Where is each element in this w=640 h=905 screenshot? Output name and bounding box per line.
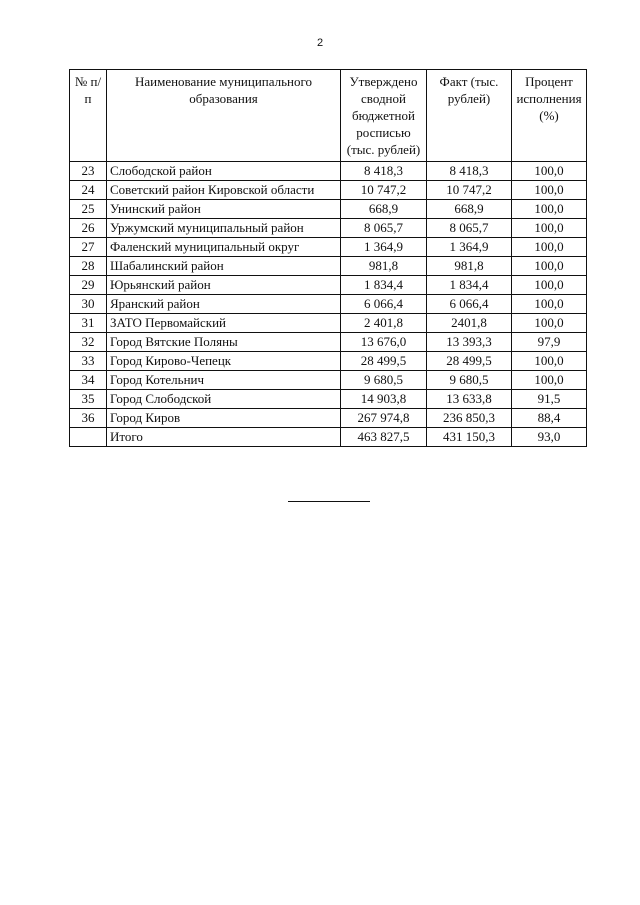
row-fact: 28 499,5	[427, 352, 512, 371]
closing-line	[288, 501, 370, 502]
row-name: Фаленский муниципальный округ	[107, 238, 341, 257]
row-num: 24	[70, 181, 107, 200]
row-name: Юрьянский район	[107, 276, 341, 295]
row-approved: 9 680,5	[341, 371, 427, 390]
row-fact: 9 680,5	[427, 371, 512, 390]
row-name: Шабалинский район	[107, 257, 341, 276]
row-percent: 100,0	[512, 219, 587, 238]
row-num: 27	[70, 238, 107, 257]
total-fact: 431 150,3	[427, 428, 512, 447]
header-name: Наименование муниципального образования	[107, 70, 341, 162]
table-row	[70, 200, 587, 219]
row-num: 32	[70, 333, 107, 352]
table-row	[70, 181, 587, 200]
budget-execution-table	[69, 69, 587, 447]
row-approved: 8 065,7	[341, 219, 427, 238]
table-row	[70, 162, 587, 181]
row-name: Город Вятские Поляны	[107, 333, 341, 352]
row-fact: 8 418,3	[427, 162, 512, 181]
row-num: 25	[70, 200, 107, 219]
total-label: Итого	[107, 428, 341, 447]
total-approved: 463 827,5	[341, 428, 427, 447]
row-percent: 100,0	[512, 295, 587, 314]
row-fact: 1 834,4	[427, 276, 512, 295]
row-num: 29	[70, 276, 107, 295]
table-header-row	[70, 70, 587, 162]
row-name: Унинский район	[107, 200, 341, 219]
row-percent: 100,0	[512, 352, 587, 371]
row-num: 30	[70, 295, 107, 314]
row-approved: 8 418,3	[341, 162, 427, 181]
row-percent: 97,9	[512, 333, 587, 352]
row-fact: 668,9	[427, 200, 512, 219]
row-fact: 981,8	[427, 257, 512, 276]
header-percent: Процент исполнения (%)	[512, 70, 587, 162]
row-percent: 100,0	[512, 371, 587, 390]
row-approved: 6 066,4	[341, 295, 427, 314]
row-name: ЗАТО Первомайский	[107, 314, 341, 333]
table-row	[70, 352, 587, 371]
row-percent: 100,0	[512, 162, 587, 181]
table-row	[70, 257, 587, 276]
row-percent: 100,0	[512, 314, 587, 333]
page-number: 2	[316, 37, 324, 49]
row-approved: 14 903,8	[341, 390, 427, 409]
row-percent: 100,0	[512, 276, 587, 295]
row-approved: 28 499,5	[341, 352, 427, 371]
table-row	[70, 314, 587, 333]
row-fact: 2401,8	[427, 314, 512, 333]
table-row	[70, 390, 587, 409]
header-fact: Факт (тыс. рублей)	[427, 70, 512, 162]
row-approved: 668,9	[341, 200, 427, 219]
row-fact: 13 633,8	[427, 390, 512, 409]
row-num: 33	[70, 352, 107, 371]
row-approved: 267 974,8	[341, 409, 427, 428]
row-num: 35	[70, 390, 107, 409]
row-approved: 981,8	[341, 257, 427, 276]
table-row	[70, 295, 587, 314]
table-total-row	[70, 428, 587, 447]
row-num: 34	[70, 371, 107, 390]
table-row	[70, 219, 587, 238]
total-percent: 93,0	[512, 428, 587, 447]
row-num: 28	[70, 257, 107, 276]
row-approved: 1 364,9	[341, 238, 427, 257]
row-fact: 236 850,3	[427, 409, 512, 428]
header-num: № п/п	[70, 70, 107, 162]
row-name: Советский район Кировской области	[107, 181, 341, 200]
table-row	[70, 238, 587, 257]
row-percent: 100,0	[512, 257, 587, 276]
row-fact: 8 065,7	[427, 219, 512, 238]
row-percent: 100,0	[512, 200, 587, 219]
row-num: 31	[70, 314, 107, 333]
row-name: Уржумский муниципальный район	[107, 219, 341, 238]
row-num: 36	[70, 409, 107, 428]
table-row	[70, 371, 587, 390]
total-num-empty	[70, 428, 107, 447]
row-fact: 6 066,4	[427, 295, 512, 314]
row-percent: 100,0	[512, 238, 587, 257]
row-name: Город Киров	[107, 409, 341, 428]
row-num: 23	[70, 162, 107, 181]
row-name: Город Котельнич	[107, 371, 341, 390]
row-name: Яранский район	[107, 295, 341, 314]
row-approved: 10 747,2	[341, 181, 427, 200]
row-name: Город Кирово-Чепецк	[107, 352, 341, 371]
row-percent: 88,4	[512, 409, 587, 428]
row-fact: 1 364,9	[427, 238, 512, 257]
row-fact: 13 393,3	[427, 333, 512, 352]
table-body	[70, 162, 587, 447]
row-percent: 100,0	[512, 181, 587, 200]
row-percent: 91,5	[512, 390, 587, 409]
header-approved: Утверждено сводной бюджетной росписью (тыс. рублей)	[341, 70, 427, 162]
table-row	[70, 409, 587, 428]
table-row	[70, 333, 587, 352]
row-name: Слободской район	[107, 162, 341, 181]
row-fact: 10 747,2	[427, 181, 512, 200]
table-row	[70, 276, 587, 295]
row-name: Город Слободской	[107, 390, 341, 409]
row-num: 26	[70, 219, 107, 238]
row-approved: 2 401,8	[341, 314, 427, 333]
row-approved: 1 834,4	[341, 276, 427, 295]
row-approved: 13 676,0	[341, 333, 427, 352]
